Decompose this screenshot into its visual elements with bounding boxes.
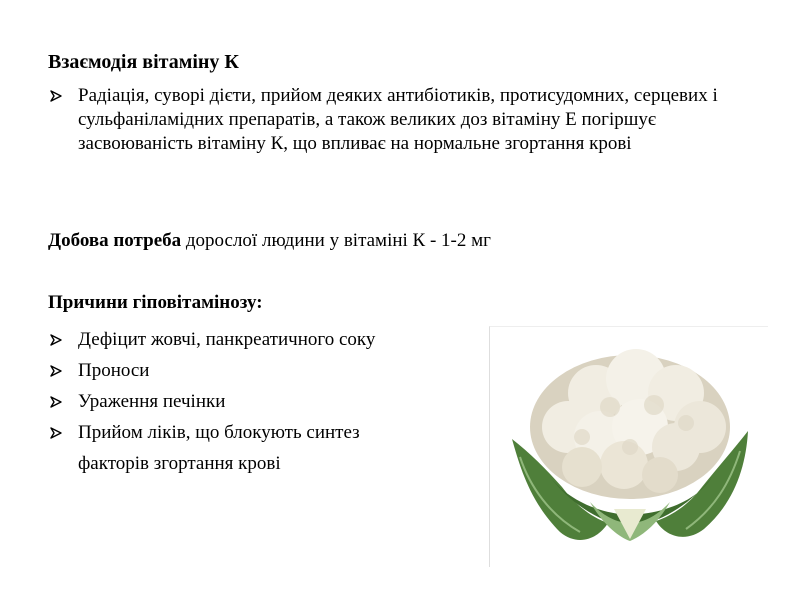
- cauliflower-image: [489, 326, 768, 567]
- arrow-bullet-icon: [50, 334, 62, 346]
- arrow-bullet-icon: [50, 427, 62, 439]
- interaction-bullet: [50, 84, 770, 156]
- cause-item: [50, 386, 480, 417]
- cauliflower-curd: [530, 349, 730, 499]
- daily-need-label: Добова потреба: [48, 230, 182, 251]
- cause-item-text: Дефіцит жовчі, панкреатичного соку: [78, 329, 376, 350]
- cause-item-text: Ураження печінки: [78, 391, 226, 412]
- arrow-bullet-icon: [50, 365, 62, 377]
- daily-need: [48, 229, 491, 253]
- cause-item-text: Прийом ліків, що блокують синтез: [78, 422, 360, 443]
- cause-item-text: Проноси: [78, 360, 150, 381]
- cause-item: [50, 355, 480, 386]
- interaction-bullet-list: [50, 84, 770, 156]
- cause-item: [50, 417, 480, 448]
- arrow-bullet-icon: [50, 396, 62, 408]
- slide-title: Взаємодія вітаміну К: [48, 51, 239, 73]
- arrow-bullet-icon: [50, 90, 62, 102]
- interaction-bullet-text: Радіація, суворі дієти, прийом деяких антибіотиків, протисудомних, серцевих і сульфаніламідних препаратів, а також великих доз вітаміну Е погіршує засвоюваність вітаміну К, що впливає на нормальне згортання крові: [78, 85, 718, 154]
- causes-title: Причини гіповітамінозу:: [48, 292, 263, 313]
- cause-item-continuation: факторів згортання крові: [78, 453, 281, 474]
- cause-item: [50, 324, 480, 355]
- daily-need-text: дорослої людини у вітаміні К - 1-2 мг: [181, 230, 491, 251]
- causes-list: [50, 324, 480, 479]
